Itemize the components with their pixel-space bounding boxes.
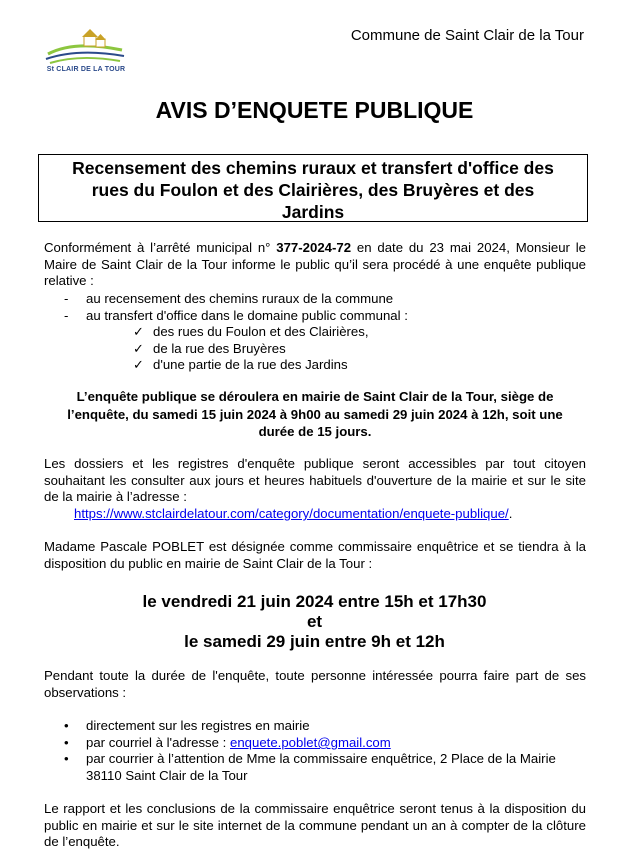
permanence-1: le vendredi 21 juin 2024 entre 15h et 17h30 <box>142 592 487 611</box>
check-item: de la rue des Bruyères <box>153 341 286 356</box>
period-line-1: L’enquête publique se déroulera en mairie de Saint Clair de la Tour, siège de <box>76 389 554 404</box>
bullet-item-courriel <box>86 735 391 752</box>
dash-item: au transfert d'office dans le domaine public communal : <box>86 308 408 323</box>
bullet-marker: • <box>64 751 69 766</box>
enquete-period <box>44 388 586 441</box>
email-link[interactable]: enquete.poblet@gmail.com <box>230 735 391 750</box>
commune-name: Commune de Saint Clair de la Tour <box>350 27 584 44</box>
intro-paragraph <box>44 240 586 290</box>
bullet-marker: • <box>64 735 69 750</box>
dash-marker: - <box>64 308 69 323</box>
subject-line-1: Recensement des chemins ruraux et transfert d'office des <box>72 158 554 178</box>
check-icon: ✓ <box>133 357 145 372</box>
dossiers-paragraph <box>44 456 586 506</box>
dossiers-link-line <box>74 506 512 523</box>
intro-suffix: en date du 23 mai 2024, Monsieur le Maire de Saint Clair de la Tour informe le public qu’il sera procédé à une enquête publique relative : <box>44 240 587 288</box>
dossiers-text: Les dossiers et les registres d'enquête publique seront accessibles par tout citoyen souhaitant les consulter aux jours et heures habituels d'ouverture de la mairie et sur le site de la mairie à l’adresse : <box>44 456 586 504</box>
period-line-2: l’enquête, du samedi 15 juin 2024 à 9h00 au samedi 29 juin 2024 à 12h, soit une <box>67 406 563 422</box>
permanence-2: le samedi 29 juin entre 9h et 12h <box>184 632 445 651</box>
page-title: AVIS D’ENQUETE PUBLIQUE <box>155 97 474 123</box>
logo-caption: St CLAIR DE LA TOUR <box>46 66 126 73</box>
check-icon: ✓ <box>133 341 145 356</box>
period-line-3: durée de 15 jours. <box>258 424 372 439</box>
subject-box <box>38 154 588 222</box>
permanences <box>0 592 629 652</box>
subject-line-2: rues du Foulon et des Clairières, des Bruyères et des <box>91 180 535 200</box>
check-item: d'une partie de la rue des Jardins <box>153 357 348 372</box>
commissaire-paragraph: Madame Pascale POBLET est désignée comme commissaire enquêtrice et se tiendra à la disposition du public en mairie de Saint Clair de la Tour : <box>44 539 586 571</box>
subject-line-3: Jardins <box>281 202 345 222</box>
bullet-item-registres: directement sur les registres en mairie <box>86 718 310 733</box>
url-suffix: . <box>508 506 513 521</box>
arrete-number: 377-2024-72 <box>276 240 352 255</box>
observations-paragraph: Pendant toute la durée de l'enquête, toute personne intéressée pourra faire part de ses observations : <box>44 668 586 700</box>
enquete-url-link[interactable]: https://www.stclairdelatour.com/category/documentation/enquete-publique/ <box>74 506 509 521</box>
bullet-item-courrier: par courrier à l’attention de Mme la commissaire enquêtrice, 2 Place de la Mairie <box>86 751 556 766</box>
bullet-marker: • <box>64 718 69 733</box>
check-icon: ✓ <box>133 324 145 339</box>
dash-marker: - <box>64 291 69 306</box>
rapport-paragraph: Le rapport et les conclusions de la commissaire enquêtrice seront tenus à la disposition du public en mairie et sur le site internet de la commune pendant un an à compter de la clôture de l’enquête. <box>44 801 586 849</box>
courrier-address: 38110 Saint Clair de la Tour <box>86 768 248 783</box>
courriel-prefix: par courriel à l'adresse : <box>86 735 227 750</box>
intro-prefix: Conformément à l’arrêté municipal n° <box>44 240 271 255</box>
permanence-and: et <box>306 612 323 631</box>
dash-item: au recensement des chemins ruraux de la commune <box>86 291 394 306</box>
check-item: des rues du Foulon et des Clairières, <box>153 324 369 339</box>
